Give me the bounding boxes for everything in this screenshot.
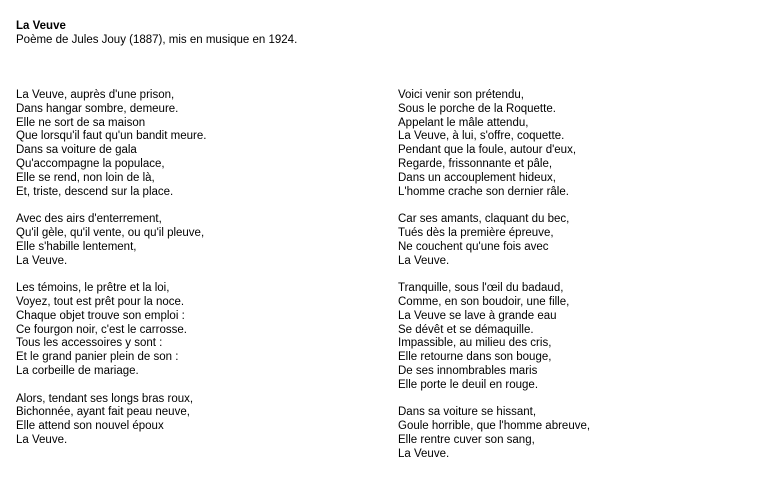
verse-line: Tués dès la première épreuve,: [398, 226, 554, 239]
verse-line: Et, triste, descend sur la place.: [16, 185, 174, 198]
verse-line: Ne couchent qu'une fois avec: [398, 240, 549, 253]
verse-line: La Veuve.: [16, 433, 68, 446]
verse-line: Impassible, au milieu des cris,: [398, 337, 552, 350]
verse-line: Elle se rend, non loin de là,: [16, 171, 155, 184]
verse-line: L'homme crache son dernier râle.: [398, 185, 569, 198]
verse-line: Les témoins, le prêtre et la loi,: [16, 282, 170, 295]
poem-title: La Veuve: [16, 20, 66, 32]
left-stanza-3: [16, 282, 206, 379]
left-stanza-4: [16, 393, 206, 448]
verse-line: Que lorsqu'il faut qu'un bandit meure.: [16, 130, 207, 143]
verse-line: Regarde, frissonnante et pâle,: [398, 157, 553, 170]
left-column: [16, 89, 206, 462]
verse-line: Qu'il gèle, qu'il vente, ou qu'il pleuve,: [16, 226, 205, 239]
verse-line: Goule horrible, que l'homme abreuve,: [398, 420, 591, 433]
verse-line: Chaque objet trouve son emploi :: [16, 309, 185, 322]
verse-line: Comme, en son boudoir, une fille,: [398, 295, 570, 308]
verse-line: La Veuve.: [16, 254, 68, 267]
verse-line: Sous le porche de la Roquette.: [398, 102, 556, 115]
verse-line: La corbeille de mariage.: [16, 364, 139, 377]
verse-line: Elle ne sort de sa maison: [16, 116, 146, 129]
verse-line: Qu'accompagne la populace,: [16, 157, 165, 170]
verse-line: Ce fourgon noir, c'est le carrosse.: [16, 323, 187, 336]
verse-line: Et le grand panier plein de son :: [16, 351, 179, 364]
verse-line: Tranquille, sous l'œil du badaud,: [398, 282, 564, 295]
verse-line: Appelant le mâle attendu,: [398, 116, 529, 129]
verse-line: De ses innombrables maris: [398, 364, 538, 377]
verse-line: Elle attend son nouvel époux: [16, 420, 164, 433]
verse-line: Elle retourne dans son bouge,: [398, 351, 552, 364]
verse-line: Dans hangar sombre, demeure.: [16, 102, 179, 115]
left-stanza-2: [16, 213, 206, 268]
verse-line: Dans un accouplement hideux,: [398, 171, 556, 184]
right-stanza-3: [398, 282, 590, 392]
verse-line: La Veuve, à lui, s'offre, coquette.: [398, 130, 565, 143]
verse-line: Avec des airs d'enterrement,: [16, 213, 162, 226]
verse-line: Bichonnée, ayant fait peau neuve,: [16, 406, 190, 419]
verse-line: Voici venir son prétendu,: [398, 89, 524, 101]
verse-line: Pendant que la foule, autour d'eux,: [398, 144, 577, 157]
right-column: [398, 89, 590, 475]
verse-line: Dans sa voiture de gala: [16, 144, 137, 157]
verse-line: Car ses amants, claquant du bec,: [398, 213, 570, 226]
left-stanza-1: [16, 89, 206, 199]
verse-line: La Veuve se lave à grande eau: [398, 309, 557, 322]
verse-line: Elle rentre cuver son sang,: [398, 433, 535, 446]
verse-line: La Veuve.: [398, 447, 450, 460]
verse-line: Dans sa voiture se hissant,: [398, 406, 537, 419]
verse-line: Alors, tendant ses longs bras roux,: [16, 392, 194, 405]
right-stanza-2: [398, 213, 590, 268]
verse-line: Tous les accessoires y sont :: [16, 337, 163, 350]
verse-line: Voyez, tout est prêt pour la noce.: [16, 295, 185, 308]
poem-header: [16, 20, 297, 48]
poem-subtitle: Poème de Jules Jouy (1887), mis en musique en 1924.: [16, 33, 298, 46]
verse-line: Elle porte le deuil en rouge.: [398, 378, 539, 391]
verse-line: La Veuve, auprès d'une prison,: [16, 89, 175, 101]
verse-line: Se dévêt et se démaquille.: [398, 323, 534, 336]
right-stanza-1: [398, 89, 590, 199]
verse-line: Elle s'habille lentement,: [16, 240, 137, 253]
verse-line: La Veuve.: [398, 254, 450, 267]
right-stanza-4: [398, 406, 590, 461]
